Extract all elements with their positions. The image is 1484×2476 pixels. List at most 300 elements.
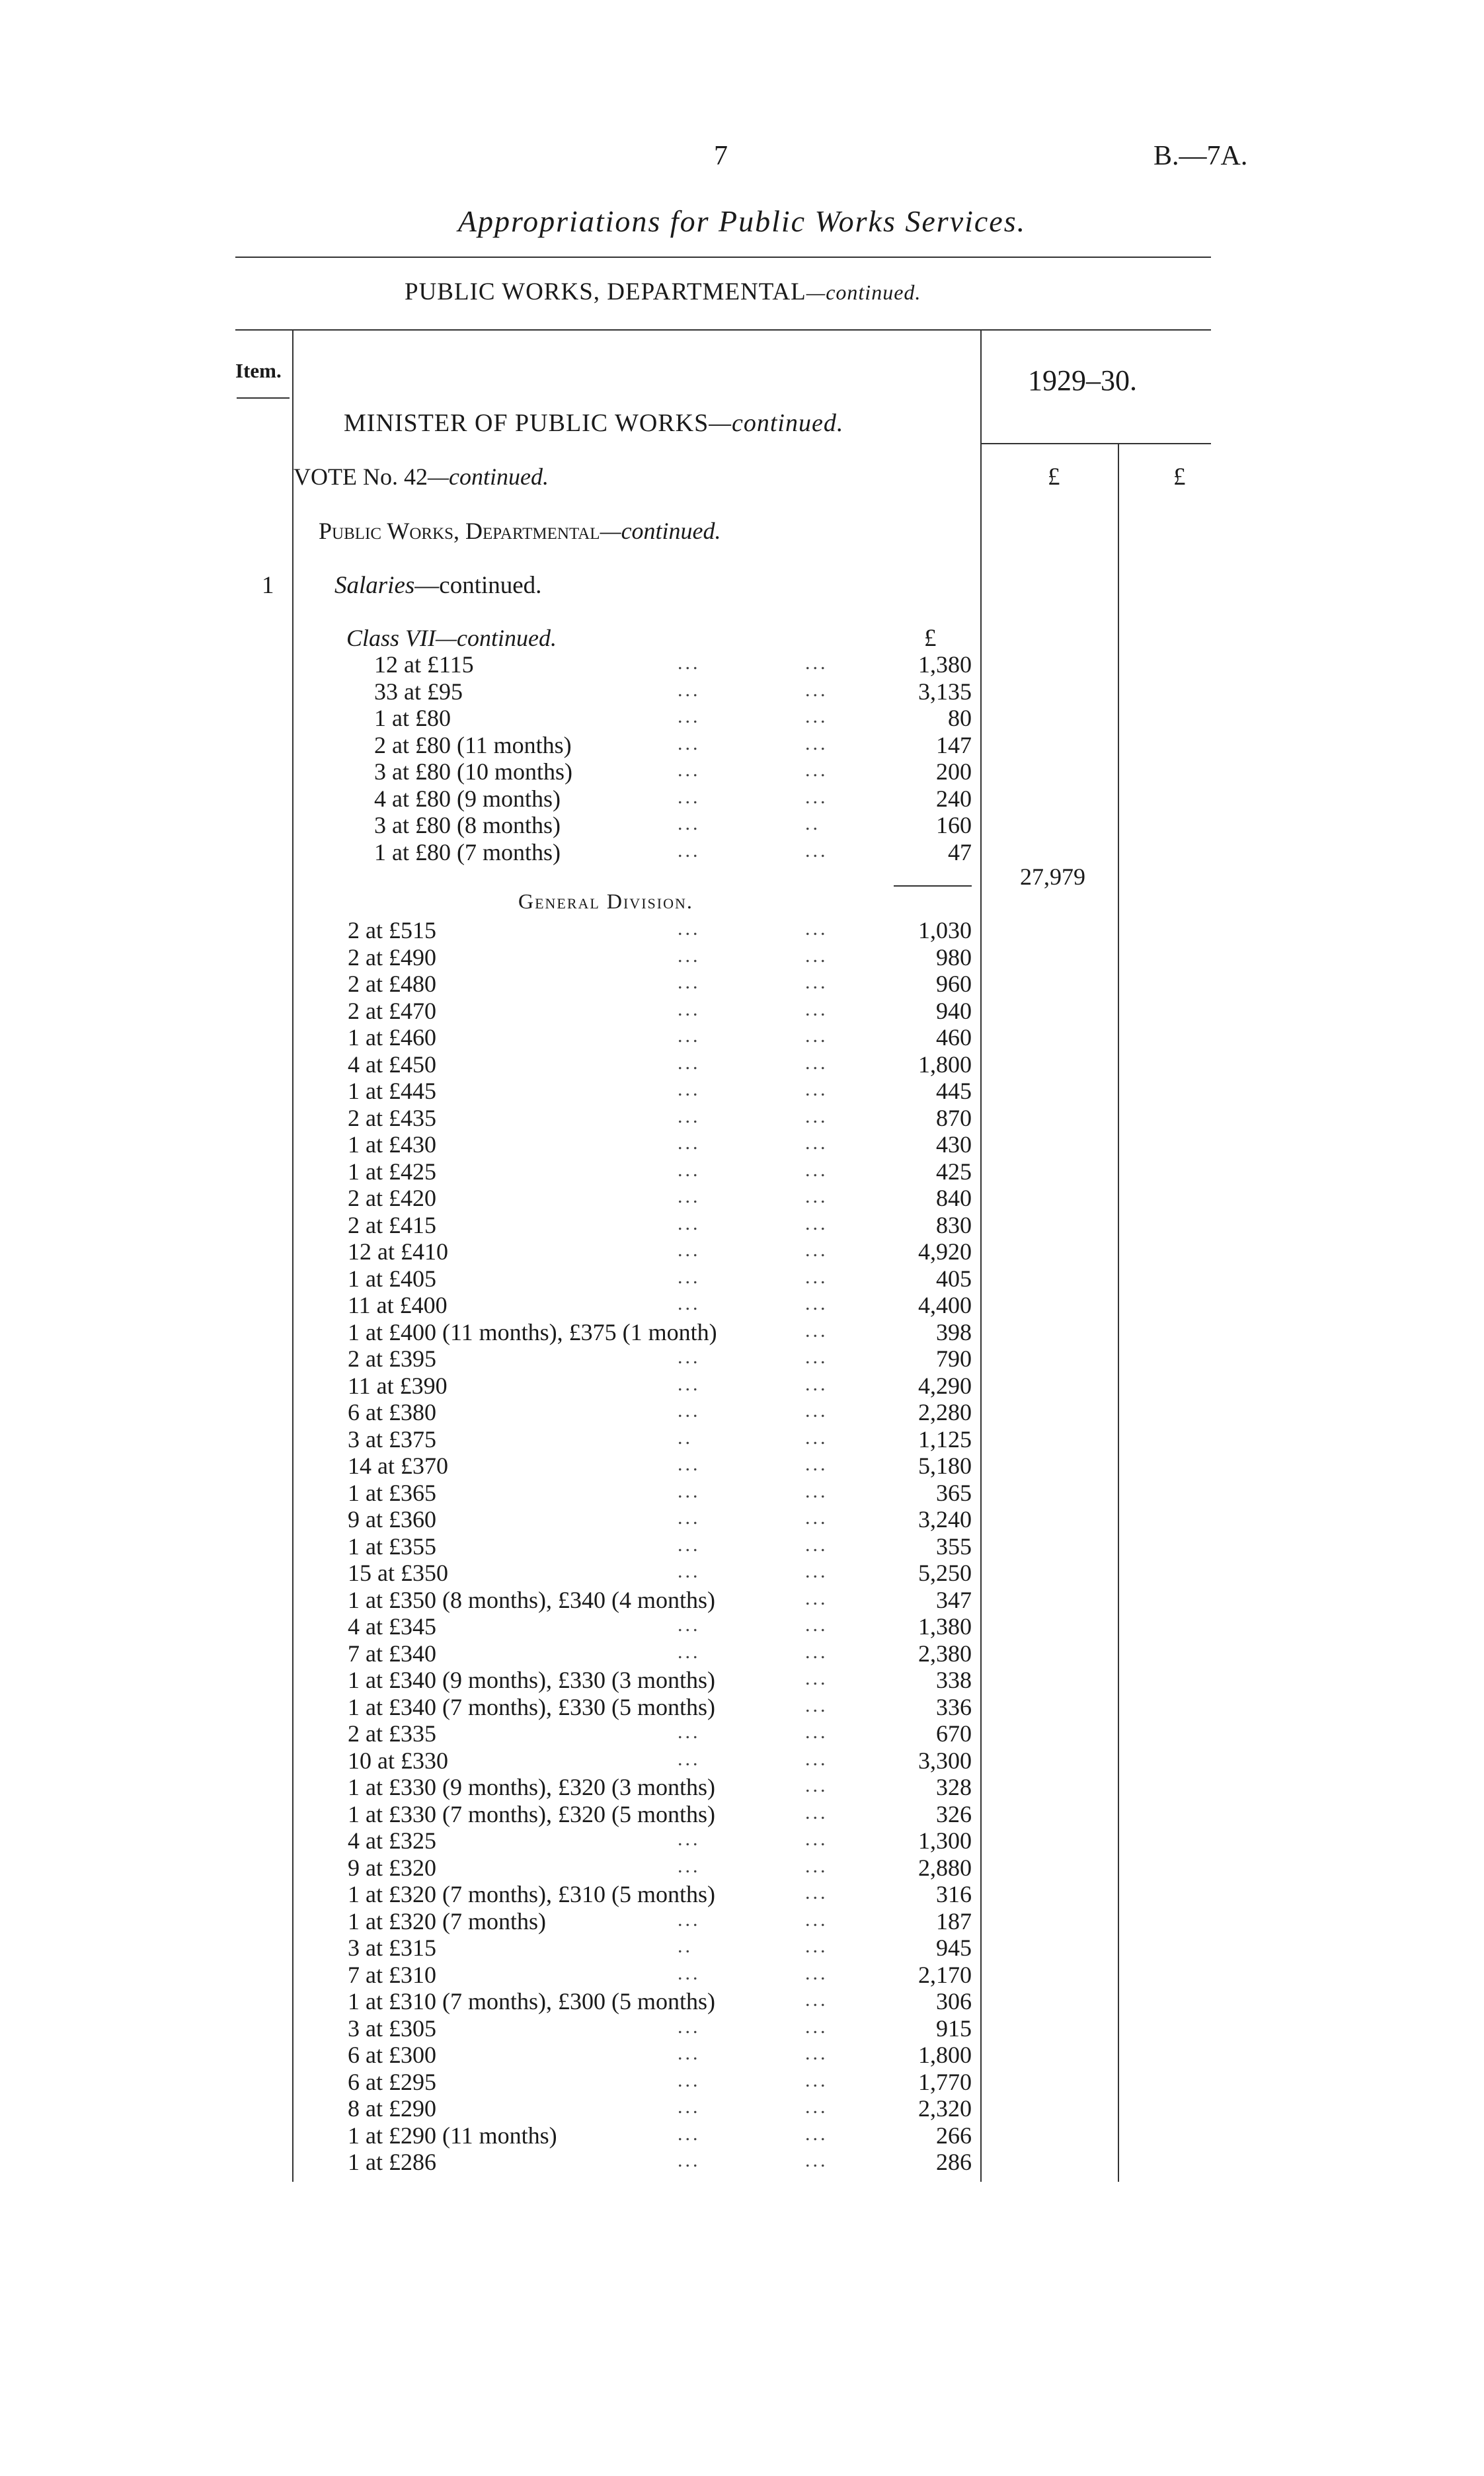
leader-dots: ...: [805, 1373, 828, 1395]
row-description: 1 at £290 (11 months): [348, 2122, 557, 2149]
leader-dots: ...: [805, 1158, 828, 1181]
year-header-rule: [980, 443, 1211, 444]
leader-dots: ...: [805, 1346, 828, 1368]
leader-dots: ...: [805, 1051, 828, 1074]
row-description: 1 at £460: [348, 1024, 436, 1051]
leader-dots: ...: [678, 944, 701, 967]
leader-dots: ...: [805, 1453, 828, 1475]
table-row: [0, 1800, 972, 1827]
row-amount: 2,380: [918, 1640, 972, 1667]
leader-dots: ...: [805, 1025, 828, 1047]
row-amount: 398: [936, 1318, 972, 1345]
row-amount: 3,135: [918, 678, 972, 705]
row-amount: 240: [936, 785, 972, 812]
row-description: 3 at £80 (10 months): [374, 758, 572, 785]
row-description: 1 at £425: [348, 1158, 436, 1185]
row-amount: 915: [936, 2015, 972, 2042]
row-amount: 405: [936, 1265, 972, 1292]
leader-dots: ...: [805, 732, 828, 754]
leader-dots: ...: [678, 1480, 701, 1502]
leader-dots: ...: [805, 1507, 828, 1529]
leader-dots: ...: [678, 998, 701, 1020]
page-number: 7: [714, 141, 728, 171]
table-row: [0, 758, 972, 784]
leader-dots: ...: [805, 1775, 828, 1796]
salaries-cont: —continued.: [414, 572, 542, 599]
table-row: [0, 731, 972, 758]
row-description: 2 at £420: [348, 1185, 436, 1211]
leader-dots: ...: [805, 652, 828, 674]
row-description: 2 at £490: [348, 943, 436, 971]
leader-dots: ...: [678, 839, 701, 861]
row-amount: 4,290: [918, 1372, 972, 1399]
leader-dots: ...: [805, 1319, 828, 1341]
row-amount: 830: [936, 1211, 972, 1238]
leader-dots: ...: [805, 1212, 828, 1234]
leader-dots: ...: [805, 2042, 828, 2064]
row-description: 4 at £450: [348, 1051, 436, 1078]
row-description: 1 at £286: [348, 2149, 436, 2175]
leader-dots: ...: [678, 1908, 701, 1931]
table-row: [0, 1934, 972, 1960]
row-amount: 160: [936, 812, 972, 838]
leader-dots: ...: [678, 1721, 701, 1743]
leader-dots: ...: [678, 1747, 701, 1770]
row-amount: 4,920: [918, 1238, 972, 1265]
table-row: [0, 1827, 972, 1853]
leader-dots: ...: [678, 1828, 701, 1850]
table-row: [0, 1854, 972, 1880]
row-amount: 200: [936, 758, 972, 785]
salaries-heading: [334, 571, 541, 600]
leader-dots: ...: [678, 1158, 701, 1181]
table-row: [0, 1961, 972, 1987]
leader-dots: ...: [805, 1293, 828, 1314]
leader-dots: ...: [678, 2149, 701, 2171]
table-row: [0, 1987, 972, 2014]
row-amount: 266: [936, 2122, 972, 2149]
leader-dots: ...: [805, 1721, 828, 1743]
table-row: [0, 1051, 972, 1077]
row-description: 7 at £310: [348, 1961, 436, 1988]
leader-dots: ...: [805, 705, 828, 727]
leader-dots: ...: [678, 1507, 701, 1529]
leader-dots: ...: [678, 1560, 701, 1582]
row-amount: 870: [936, 1104, 972, 1131]
row-description: 1 at £330 (9 months), £320 (3 months): [348, 1774, 715, 1800]
table-row: [0, 1398, 972, 1425]
page-title: Appropriations for Public Works Services.: [457, 204, 1027, 238]
row-amount: 3,300: [918, 1747, 972, 1774]
leader-dots: ...: [805, 1694, 828, 1716]
leader-dots: ...: [678, 2015, 701, 2038]
row-description: 10 at £330: [348, 1747, 448, 1774]
table-row: [0, 1211, 972, 1238]
leader-dots: ...: [678, 1640, 701, 1663]
row-description: 1 at £340 (9 months), £330 (3 months): [348, 1667, 715, 1693]
row-description: 1 at £430: [348, 1131, 436, 1158]
row-description: 3 at £80 (8 months): [374, 812, 561, 838]
leader-dots: ...: [805, 1400, 828, 1421]
leader-dots: ...: [805, 785, 828, 808]
row-description: 9 at £320: [348, 1854, 436, 1881]
leader-dots: ...: [805, 2015, 828, 2038]
salaries-text: Salaries: [334, 572, 415, 599]
row-amount: 1,800: [918, 2042, 972, 2068]
row-amount: 3,240: [918, 1506, 972, 1533]
row-description: 6 at £295: [348, 2068, 436, 2095]
leader-dots: ...: [678, 1025, 701, 1047]
leader-dots: ..: [805, 813, 820, 834]
row-amount: 1,800: [918, 1051, 972, 1078]
table-row: [0, 2122, 972, 2148]
table-row: [0, 785, 972, 811]
row-description: 2 at £470: [348, 997, 436, 1024]
row-description: 1 at £350 (8 months), £340 (4 months): [348, 1586, 715, 1613]
currency-header-2: £: [1173, 463, 1186, 491]
leader-dots: ...: [678, 2122, 701, 2145]
row-description: 2 at £435: [348, 1104, 436, 1131]
table-row: [0, 1693, 972, 1720]
row-amount: 2,880: [918, 1854, 972, 1881]
leader-dots: ...: [678, 1855, 701, 1877]
table-row: [0, 2148, 972, 2175]
row-description: 1 at £405: [348, 1265, 436, 1292]
leader-dots: ...: [678, 1132, 701, 1154]
leader-dots: ...: [805, 2096, 828, 2118]
row-amount: 980: [936, 943, 972, 971]
leader-dots: ...: [805, 1667, 828, 1689]
table-row: [0, 1479, 972, 1505]
table-row: [0, 1452, 972, 1478]
leader-dots: ...: [678, 1614, 701, 1636]
leader-dots: ..: [678, 1426, 693, 1449]
leader-dots: ...: [678, 1265, 701, 1288]
leader-dots: ...: [805, 1587, 828, 1609]
leader-dots: ...: [805, 2149, 828, 2171]
leader-dots: ...: [678, 2096, 701, 2118]
section-subtitle: [405, 278, 921, 306]
leader-dots: ...: [678, 1400, 701, 1421]
table-row: [0, 1131, 972, 1157]
leader-dots: ...: [678, 652, 701, 674]
table-row: [0, 2041, 972, 2067]
table-row: [0, 997, 972, 1023]
leader-dots: ...: [678, 705, 701, 727]
row-amount: 1,030: [918, 917, 972, 943]
row-amount: 430: [936, 1131, 972, 1158]
leader-dots: ...: [805, 1801, 828, 1823]
table-row: [0, 1104, 972, 1131]
leader-dots: ...: [678, 813, 701, 834]
row-description: 1 at £340 (7 months), £330 (5 months): [348, 1693, 715, 1720]
table-row: [0, 1586, 972, 1613]
row-amount: 445: [936, 1078, 972, 1104]
row-description: 12 at £115: [374, 651, 474, 678]
leader-dots: ...: [678, 732, 701, 754]
leader-dots: ...: [805, 1640, 828, 1663]
item-number: 1: [262, 572, 274, 599]
row-description: 1 at £320 (7 months): [348, 1907, 546, 1935]
row-description: 2 at £480: [348, 971, 436, 997]
row-description: 15 at £350: [348, 1560, 448, 1586]
row-amount: 365: [936, 1479, 972, 1506]
row-description: 14 at £370: [348, 1453, 448, 1479]
row-description: 3 at £315: [348, 1935, 436, 1961]
table-row: [0, 1345, 972, 1371]
row-description: 3 at £305: [348, 2015, 436, 2042]
row-description: 4 at £80 (9 months): [374, 785, 561, 812]
row-amount: 945: [936, 1935, 972, 1961]
row-description: 1 at £80: [374, 705, 451, 731]
row-description: 2 at £80 (11 months): [374, 731, 572, 758]
table-row: [0, 704, 972, 731]
row-amount: 670: [936, 1720, 972, 1747]
table-row: [0, 678, 972, 704]
leader-dots: ...: [678, 1533, 701, 1556]
leader-dots: ...: [678, 971, 701, 993]
row-amount: 355: [936, 1533, 972, 1560]
table-row: [0, 1559, 972, 1585]
leader-dots: ...: [678, 2069, 701, 2091]
leader-dots: ...: [805, 1533, 828, 1556]
table-row: [0, 1505, 972, 1532]
currency-header-1: £: [1048, 463, 1060, 491]
row-description: 1 at £355: [348, 1533, 436, 1560]
leader-dots: ...: [805, 998, 828, 1020]
leader-dots: ...: [805, 1855, 828, 1877]
leader-dots: ...: [678, 918, 701, 939]
row-amount: 940: [936, 997, 972, 1024]
table-row: [0, 1238, 972, 1264]
leader-dots: ...: [805, 1882, 828, 1903]
row-amount: 1,300: [918, 1827, 972, 1854]
table-row: [0, 1318, 972, 1345]
leader-dots: ..: [678, 1935, 693, 1957]
leader-dots: ...: [678, 1453, 701, 1475]
leader-dots: ...: [678, 1212, 701, 1234]
row-amount: 960: [936, 971, 972, 997]
table-row: [0, 1425, 972, 1452]
total-column-divider: [1118, 443, 1119, 2182]
row-amount: 5,180: [918, 1453, 972, 1479]
row-amount: 1,380: [918, 651, 972, 678]
leader-dots: ...: [678, 1051, 701, 1074]
table-row: [0, 1613, 972, 1639]
leader-dots: ...: [678, 2042, 701, 2064]
row-description: 2 at £395: [348, 1345, 436, 1372]
row-description: 6 at £300: [348, 2042, 436, 2068]
leader-dots: ...: [805, 1426, 828, 1449]
table-row: [0, 838, 972, 865]
subtotal-rule: [894, 885, 972, 887]
row-description: 4 at £325: [348, 1827, 436, 1854]
leader-dots: ...: [805, 1935, 828, 1957]
row-amount: 1,380: [918, 1613, 972, 1640]
table-row: [0, 1533, 972, 1559]
row-amount: 316: [936, 1881, 972, 1907]
table-row: [0, 1773, 972, 1800]
row-amount: 328: [936, 1774, 972, 1800]
table-row: [0, 1720, 972, 1746]
row-description: 2 at £515: [348, 917, 436, 943]
row-amount: 4,400: [918, 1292, 972, 1318]
leader-dots: ...: [805, 1962, 828, 1984]
leader-dots: ...: [805, 1480, 828, 1502]
row-description: 1 at £400 (11 months), £375 (1 month): [348, 1318, 717, 1345]
leader-dots: ...: [805, 971, 828, 993]
table-row: [0, 916, 972, 943]
row-amount: 336: [936, 1693, 972, 1720]
leader-dots: ...: [805, 2122, 828, 2145]
row-amount: 306: [936, 1988, 972, 2015]
leader-dots: ...: [805, 1908, 828, 1931]
leader-dots: ...: [805, 678, 828, 701]
item-column-header: Item.: [235, 359, 282, 382]
row-amount: 1,770: [918, 2068, 972, 2095]
table-row: [0, 1747, 972, 1773]
row-description: 1 at £80 (7 months): [374, 838, 561, 865]
vote-text: VOTE No. 42: [293, 463, 428, 490]
leader-dots: ...: [805, 944, 828, 967]
leader-dots: ...: [678, 1185, 701, 1207]
department-text: Public Works, Departmental: [319, 518, 600, 544]
table-row: [0, 1158, 972, 1184]
leader-dots: ...: [805, 759, 828, 781]
table-row: [0, 1640, 972, 1666]
row-description: 1 at £330 (7 months), £320 (5 months): [348, 1800, 715, 1827]
leader-dots: ...: [805, 1132, 828, 1154]
table-row: [0, 1372, 972, 1398]
leader-dots: ...: [805, 1614, 828, 1636]
row-amount: 2,280: [918, 1399, 972, 1425]
row-amount: 2,320: [918, 2095, 972, 2122]
leader-dots: ...: [678, 1239, 701, 1261]
row-description: 2 at £335: [348, 1720, 436, 1747]
document-reference: B.—7A.: [1153, 141, 1248, 171]
table-row: [0, 970, 972, 996]
general-division-heading: General Division.: [518, 889, 693, 913]
row-description: 1 at £365: [348, 1479, 436, 1506]
leader-dots: ...: [678, 1962, 701, 1984]
leader-dots: ...: [678, 1346, 701, 1368]
leader-dots: ...: [678, 785, 701, 808]
table-row: [0, 2015, 972, 2041]
row-description: 3 at £375: [348, 1425, 436, 1453]
year-header: 1929–30.: [1028, 364, 1137, 397]
amount-currency: £: [924, 625, 937, 652]
row-amount: 460: [936, 1024, 972, 1051]
subtitle-cont: —continued.: [806, 280, 921, 304]
class-vii-heading: Class VII—continued.: [346, 625, 557, 651]
row-amount: 347: [936, 1586, 972, 1613]
row-description: 2 at £415: [348, 1211, 436, 1238]
row-description: 11 at £400: [348, 1292, 448, 1318]
row-description: 1 at £310 (7 months), £300 (5 months): [348, 1988, 715, 2015]
subtitle-rule: [235, 329, 1211, 331]
table-row: [0, 811, 972, 838]
leader-dots: ...: [805, 839, 828, 861]
leader-dots: ...: [805, 1265, 828, 1288]
table-row: [0, 1880, 972, 1907]
leader-dots: ...: [678, 759, 701, 781]
row-description: 11 at £390: [348, 1372, 448, 1399]
row-amount: 187: [936, 1907, 972, 1935]
table-row: [0, 1265, 972, 1291]
minister-heading: [344, 409, 843, 438]
leader-dots: ...: [805, 1989, 828, 2011]
table-row: [0, 1077, 972, 1103]
leader-dots: ...: [805, 1105, 828, 1127]
row-description: 6 at £380: [348, 1399, 436, 1425]
leader-dots: ...: [678, 1078, 701, 1100]
leader-dots: ...: [678, 678, 701, 701]
table-row: [0, 1184, 972, 1211]
department-cont: —continued.: [600, 518, 721, 544]
row-description: 7 at £340: [348, 1640, 436, 1667]
row-amount: 326: [936, 1800, 972, 1827]
row-amount: 425: [936, 1158, 972, 1185]
leader-dots: ...: [805, 918, 828, 939]
leader-dots: ...: [805, 1185, 828, 1207]
row-description: 8 at £290: [348, 2095, 436, 2122]
table-row: [0, 1023, 972, 1050]
row-description: 33 at £95: [374, 678, 463, 705]
row-amount: 5,250: [918, 1560, 972, 1586]
table-row: [0, 2068, 972, 2095]
row-amount: 840: [936, 1185, 972, 1211]
table-row: [0, 1291, 972, 1318]
row-description: 1 at £445: [348, 1078, 436, 1104]
row-amount: 80: [948, 705, 972, 731]
leader-dots: ...: [805, 1828, 828, 1850]
row-amount: 47: [948, 838, 972, 865]
leader-dots: ...: [678, 1293, 701, 1314]
minister-cont: —continued.: [709, 409, 844, 437]
row-amount: 147: [936, 731, 972, 758]
row-description: 9 at £360: [348, 1506, 436, 1533]
row-amount: 1,125: [918, 1425, 972, 1453]
row-amount: 2,170: [918, 1961, 972, 1988]
subtitle-text: PUBLIC WORKS, DEPARTMENTAL: [405, 278, 806, 305]
vote-heading: [293, 463, 549, 491]
table-row: [0, 2095, 972, 2121]
table-row: [0, 1666, 972, 1693]
row-description: 12 at £410: [348, 1238, 448, 1265]
item-header-rule: [237, 397, 290, 399]
table-row: [0, 1907, 972, 1934]
vote-cont: —continued.: [427, 463, 549, 490]
row-description: 4 at £345: [348, 1613, 436, 1640]
table-row: [0, 651, 972, 677]
row-description: 1 at £320 (7 months), £310 (5 months): [348, 1881, 715, 1907]
leader-dots: ...: [805, 1560, 828, 1582]
table-row: [0, 943, 972, 970]
leader-dots: ...: [805, 2069, 828, 2091]
row-amount: 286: [936, 2149, 972, 2175]
minister-text: MINISTER OF PUBLIC WORKS: [344, 409, 709, 437]
amount-column-divider: [980, 331, 982, 2182]
leader-dots: ...: [805, 1239, 828, 1261]
title-rule: [235, 257, 1211, 258]
leader-dots: ...: [805, 1747, 828, 1770]
department-heading: [319, 517, 721, 545]
row-amount: 790: [936, 1345, 972, 1372]
class-vii-total: 27,979: [1020, 863, 1085, 890]
row-amount: 338: [936, 1667, 972, 1693]
leader-dots: ...: [805, 1078, 828, 1100]
leader-dots: ...: [678, 1105, 701, 1127]
